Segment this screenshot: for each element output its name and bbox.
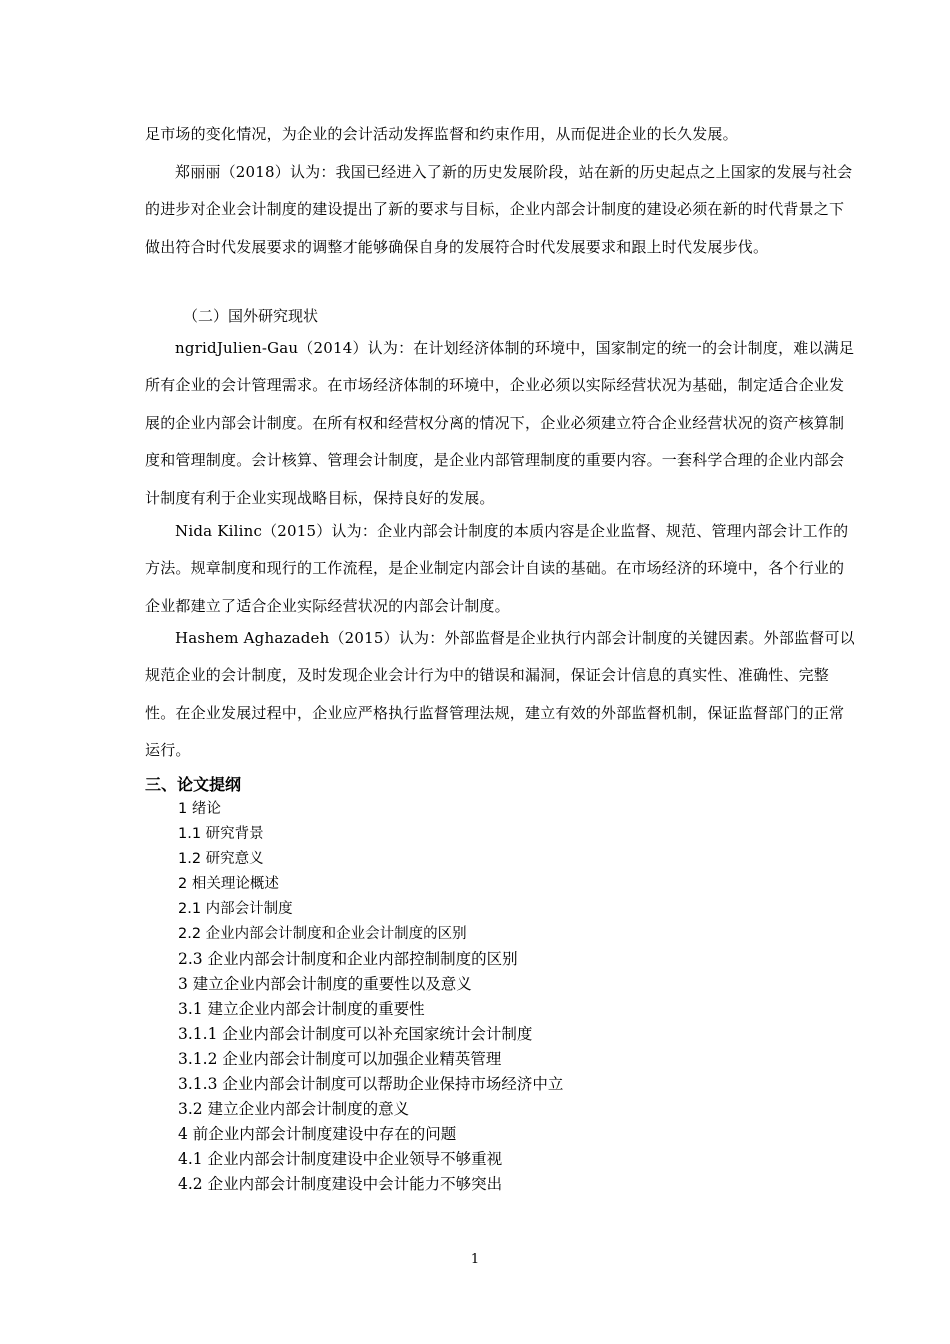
outline-item: 1.2 研究意义 xyxy=(178,851,264,867)
paragraph-nida-kilinc: Nida Kilinc（2015）认为：企业内部会计制度的本质内容是企业监督、规范、管理内部会计工作的方法。规章制度和现行的工作流程，是企业制定内部会计自读的基础。在市场经济的环境中，各个行业的企业都建立了适合企业实际经营状况的内部会计制度。 xyxy=(145,522,849,615)
outline-item: 1.1 研究背景 xyxy=(178,826,264,842)
paragraph-continued: 足市场的变化情况，为企业的会计活动发挥监督和约束作用，从而促进企业的长久发展。 xyxy=(145,125,738,143)
outline-item: 3.1.1 企业内部会计制度可以补充国家统计会计制度 xyxy=(178,1025,533,1043)
outline-item: 2.3 企业内部会计制度和企业内部控制制度的区别 xyxy=(178,950,518,968)
outline-item: 3.1 建立企业内部会计制度的重要性 xyxy=(178,1000,425,1018)
paragraph-ngrid-julien-gau: ngridJulien-Gau（2014）认为：在计划经济体制的环境中，国家制定的统一的会计制度，难以满足所有企业的会计管理需求。在市场经济体制的环境中，企业必须以实际经营状况为基础，制定适合企业发展的企业内部会计制度。在所有权和经营权分离的情况下，企业必须建立符合企业经营状况的资产核算制度和管理制度。会计核算、管理会计制度，是企业内部管理制度的重要内容。一套科学合理的企业内部会计制度有利于企业实现战略目标，保持良好的发展。 xyxy=(145,339,855,507)
paragraph-zheng-lili: 郑丽丽（2018）认为：我国已经进入了新的历史发展阶段，站在新的历史起点之上国家的发展与社会的进步对企业会计制度的建设提出了新的要求与目标，企业内部会计制度的建设必须在新的时代背景之下做出符合时代发展要求的调整才能够确保自身的发展符合时代发展要求和跟上时代发展步伐。 xyxy=(145,163,853,256)
outline-item: 4 前企业内部会计制度建设中存在的问题 xyxy=(178,1125,457,1143)
outline-item: 4.1 企业内部会计制度建设中企业领导不够重视 xyxy=(178,1150,503,1168)
sub-heading-foreign-research: （二）国外研究现状 xyxy=(183,307,319,325)
outline-item: 3.1.3 企业内部会计制度可以帮助企业保持市场经济中立 xyxy=(178,1075,564,1093)
page-number: 1 xyxy=(470,1252,480,1267)
outline-item: 1 绪论 xyxy=(178,801,221,817)
paragraph-hashem-aghazadeh: Hashem Aghazadeh（2015）认为：外部监督是企业执行内部会计制度的关键因素。外部监督可以规范企业的会计制度，及时发现企业会计行为中的错误和漏洞，保证会计信息的真实性、准确性、完整性。在企业发展过程中，企业应严格执行监督管理法规，建立有效的外部监督机制，保证监督部门的正常运行。 xyxy=(145,629,855,760)
outline-item: 3.2 建立企业内部会计制度的意义 xyxy=(178,1100,410,1118)
outline-item: 2 相关理论概述 xyxy=(178,876,279,892)
outline-item: 4.2 企业内部会计制度建设中会计能力不够突出 xyxy=(178,1175,503,1193)
outline-item: 3.1.2 企业内部会计制度可以加强企业精英管理 xyxy=(178,1050,502,1068)
outline-item: 3 建立企业内部会计制度的重要性以及意义 xyxy=(178,975,472,993)
thesis-outline-list xyxy=(178,797,563,1197)
outline-item: 2.1 内部会计制度 xyxy=(178,901,293,917)
outline-item: 2.2 企业内部会计制度和企业会计制度的区别 xyxy=(178,926,467,942)
section-heading-outline: 三、论文提纲 xyxy=(145,775,242,794)
